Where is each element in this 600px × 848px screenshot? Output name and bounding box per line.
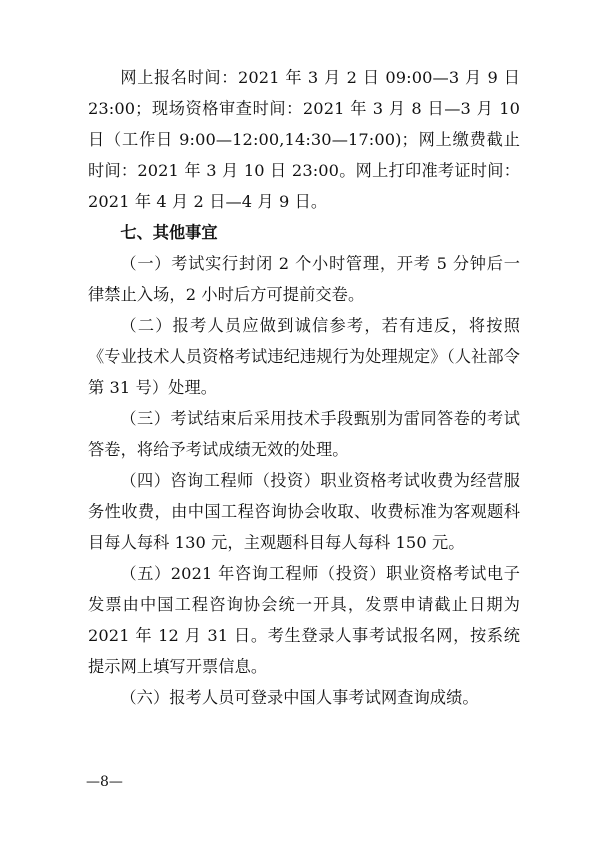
item-3-paragraph: （三）考试结束后采用技术手段甄别为雷同答卷的考试答卷，将给予考试成绩无效的处理。	[88, 409, 520, 459]
item-6-paragraph: （六）报考人员可登录中国人事考试网查询成绩。	[120, 688, 479, 707]
schedule-paragraph: 网上报名时间：2021 年 3 月 2 日 09:00—3 月 9 日 23:00；现场资格审查时间：2021 年 3 月 8 日—3 月 10 日（工作日 9:00—12:00,14:30—17:00)；网上缴费截止时间：2021 年 3 月 10 日 23:00。网上打印准考证时间：2021 年 4 月 2 日—4 月 9 日。	[88, 68, 520, 211]
page-number: —8—	[86, 774, 123, 790]
item-1-paragraph: （一）考试实行封闭 2 个小时管理，开考 5 分钟后一律禁止入场，2 小时后方可提前交卷。	[88, 254, 520, 304]
item-5-paragraph: （五）2021 年咨询工程师（投资）职业资格考试电子发票由中国工程咨询协会统一开具，发票申请截止日期为 2021 年 12 月 31 日。考生登录人事考试报名网，按系统提示网上填写开票信息。	[88, 564, 520, 676]
body-text	[88, 62, 520, 713]
section-heading: 七、其他事宜	[120, 223, 218, 242]
item-4-paragraph: （四）咨询工程师（投资）职业资格考试收费为经营服务性收费，由中国工程咨询协会收取、收费标准为客观题科目每人每科 130 元，主观题科目每人每科 150 元。	[88, 471, 520, 552]
item-2-paragraph: （二）报考人员应做到诚信参考，若有违反，将按照《专业技术人员资格考试违纪违规行为处理规定》（人社部令第 31 号）处理。	[88, 316, 520, 397]
